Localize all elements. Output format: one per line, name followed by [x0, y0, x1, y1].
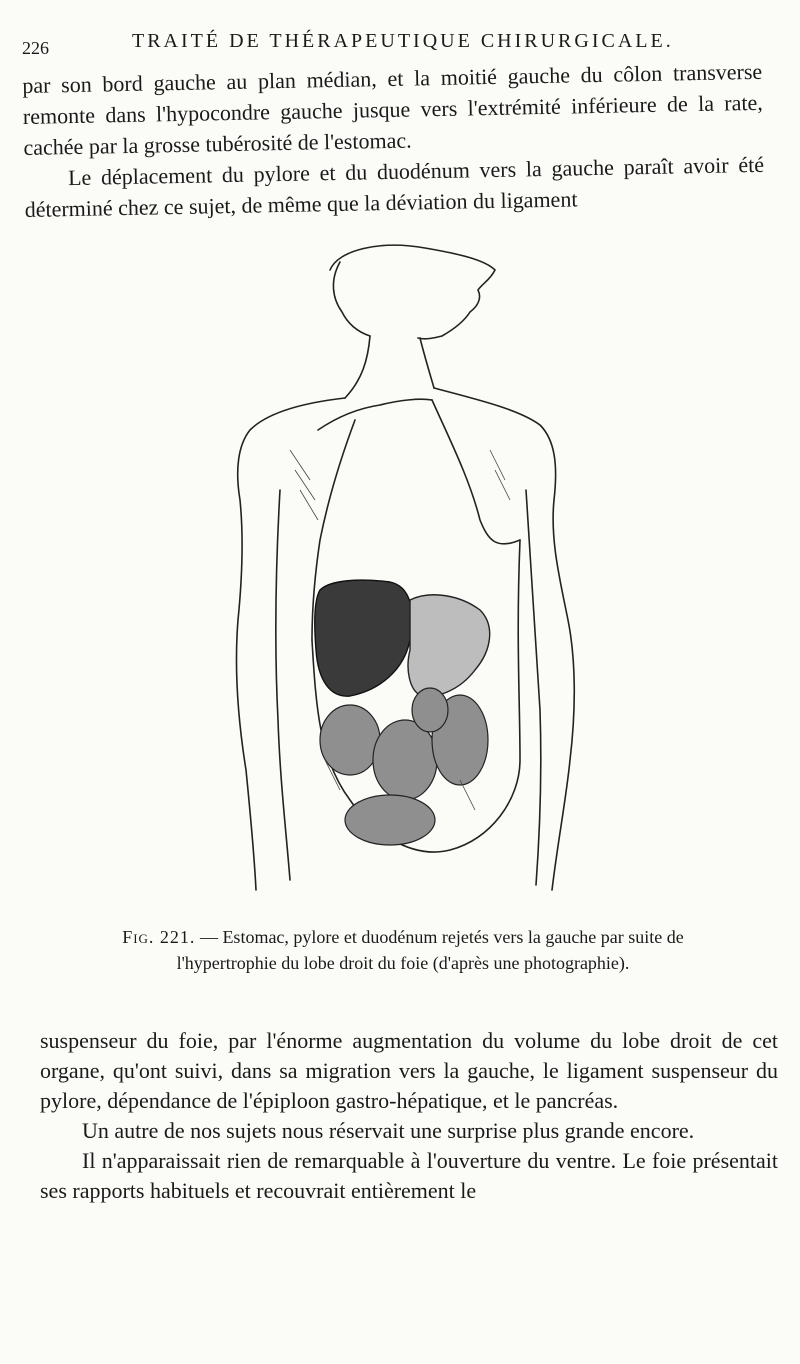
anatomical-illustration	[220, 240, 590, 910]
torso-abdomen-drawing	[220, 240, 590, 910]
page-header	[22, 30, 782, 60]
paragraph: Un autre de nos sujets nous réservait une surprise plus grande encore.	[82, 1118, 695, 1143]
paragraph: suspenseur du foie, par l'énorme augmentation du volume du lobe droit de cet organe, qu'ont suivi, dans sa migration vers la gauche, le ligament suspenseur du pylore, dépendance de l'épiploon gastro-hépatique, et le pancréas.	[40, 1028, 778, 1113]
paragraph: Le déplacement du pylore et du duodénum vers la gauche paraît avoir été déterminé chez ce sujet, de même que la déviation du ligament	[24, 151, 765, 222]
figure-caption-text: — Estomac, pylore et duodénum rejetés vers la gauche par suite de l'hypertrophie du lobe droit du foie (d'après une photographie).	[176, 927, 684, 973]
body-text-bottom	[40, 1026, 778, 1206]
running-title: TRAITÉ DE THÉRAPEUTIQUE CHIRURGICALE.	[132, 30, 674, 52]
stomach-shape	[408, 595, 490, 696]
figure-label: Fig. 221.	[122, 927, 196, 947]
figure-caption	[118, 924, 688, 976]
paragraph: Il n'apparaissait rien de remarquable à l'ouverture du ventre. Le foie présentait ses rapports habituels et recouvrait entièrement le	[40, 1148, 778, 1203]
body-text-top	[22, 56, 765, 225]
intestines-shape	[320, 688, 488, 845]
paragraph: par son bord gauche au plan médian, et la moitié gauche du côlon transverse remonte dans l'hypocondre gauche jusque vers l'extrémité inférieure de la rate, cachée par la grosse tubérosité de l'estomac.	[22, 58, 763, 160]
page-number: 226	[22, 38, 49, 58]
liver-shape	[315, 580, 412, 696]
